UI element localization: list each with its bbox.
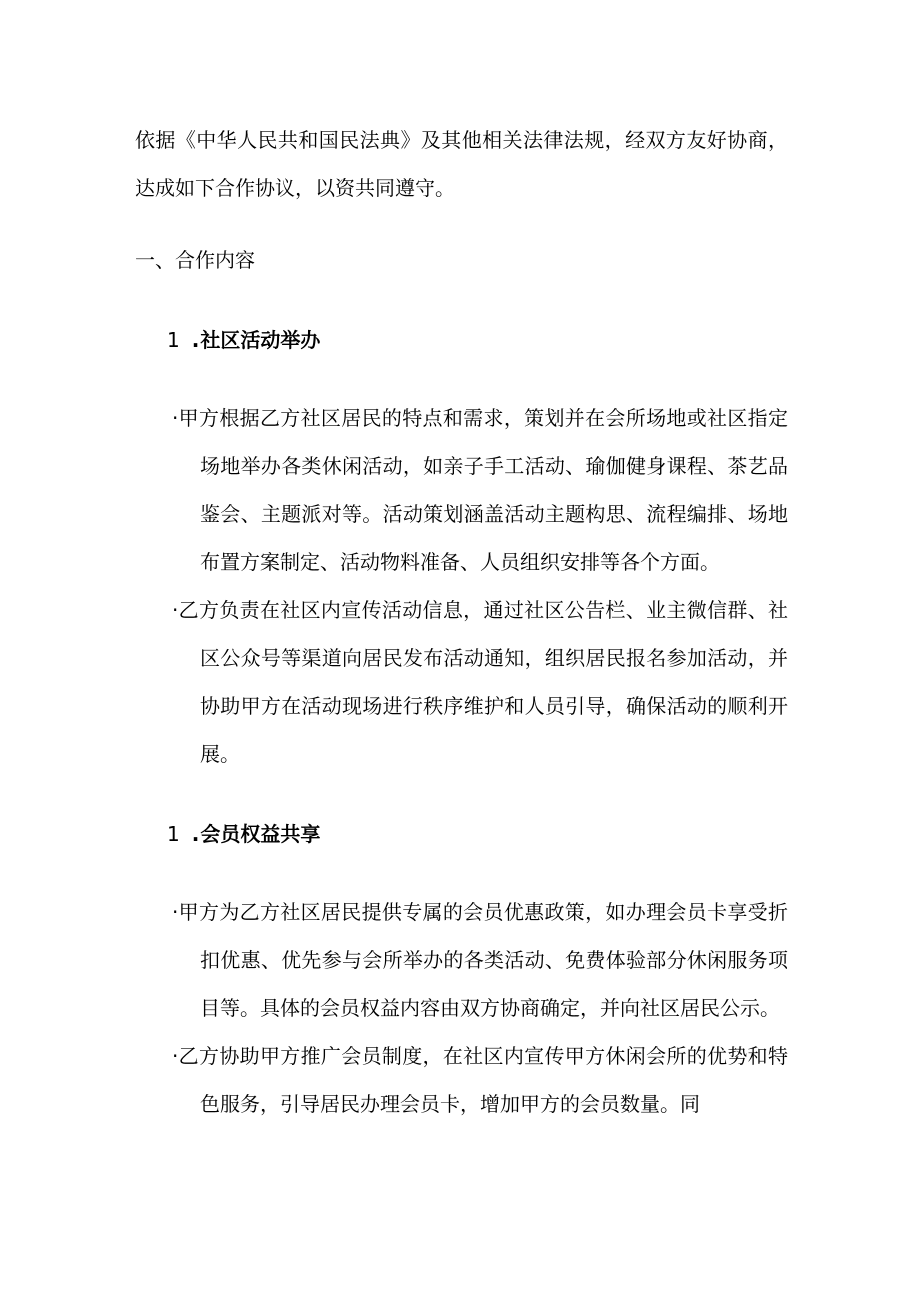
bullet-dot-icon: · (172, 598, 179, 622)
subsection-heading-community-activities (167, 316, 788, 364)
subsection-number: 1 (167, 328, 180, 352)
subsection-number-dot: . (191, 328, 200, 352)
bullet-dot-icon: · (172, 1044, 179, 1068)
bullet-list-member-benefits (135, 888, 788, 1128)
bullet-list-community-activities (135, 394, 788, 778)
bullet-item (135, 1032, 788, 1128)
bullet-item (135, 394, 788, 586)
bullet-dot-icon: · (172, 406, 179, 430)
subsection-heading-member-benefits (167, 810, 788, 858)
bullet-text: 甲方根据乙方社区居民的特点和需求，策划并在会所场地或社区指定场地举办各类休闲活动，如亲子手工活动、瑜伽健身课程、茶艺品鉴会、主题派对等。活动策划涵盖活动主题构思、流程编排、场地布置方案制定、活动物料准备、人员组织安排等各个方面。 (178, 406, 788, 574)
subsection-number: 1 (167, 822, 180, 846)
chapter-heading: 一、合作内容 (135, 248, 255, 272)
subsection-title: 社区活动举办 (200, 328, 321, 352)
subsection-number-dot: . (191, 822, 200, 846)
bullet-item (135, 586, 788, 778)
bullet-item (135, 888, 788, 1032)
intro-paragraph: 依据《中华人民共和国民法典》及其他相关法律法规，经双方友好协商，达成如下合作协议，以资共同遵守。 (135, 128, 788, 200)
bullet-text: 乙方负责在社区内宣传活动信息，通过社区公告栏、业主微信群、社区公众号等渠道向居民发布活动通知，组织居民报名参加活动，并协助甲方在活动现场进行秩序维护和人员引导，确保活动的顺利开展。 (178, 598, 788, 766)
bullet-dot-icon: · (172, 900, 179, 924)
bullet-text: 乙方协助甲方推广会员制度，在社区内宣传甲方休闲会所的优势和特色服务，引导居民办理会员卡，增加甲方的会员数量。同 (178, 1044, 788, 1116)
bullet-text: 甲方为乙方社区居民提供专属的会员优惠政策，如办理会员卡享受折扣优惠、优先参与会所举办的各类活动、免费体验部分休闲服务项目等。具体的会员权益内容由双方协商确定，并向社区居民公示。 (178, 900, 788, 1020)
subsection-title: 会员权益共享 (200, 822, 321, 846)
